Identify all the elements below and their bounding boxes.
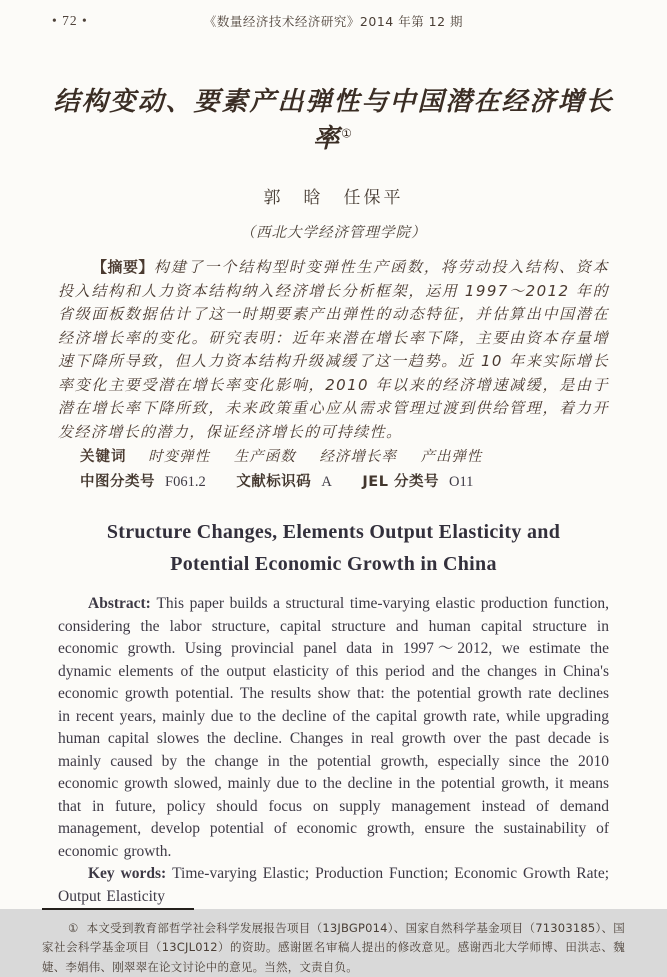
doc-code-label: 文献标识码 [236, 474, 311, 490]
running-head [42, 12, 625, 30]
keywords-cn-row [42, 446, 625, 469]
footnote-body: 本文受到教育部哲学社会科学发展报告项目（13JBGP014）、国家自然科学基金项目（71303185）、国家社会科学基金项目（13CJL012）的资助。感谢匿名审稿人提出的修改意见。感谢西北大学师博、田洪志、魏婕、李娟伟、刚翠翠在论文讨论中的意见。当然，文责自负。 [42, 921, 625, 974]
article-title-en [42, 516, 625, 580]
clc-value: F061.2 [165, 474, 206, 490]
footnote-text [42, 919, 625, 977]
footnote-separator-rule [42, 908, 194, 910]
abstract-en-text: This paper builds a structural time-varying elastic production function, considering the labor structure, capital structure and human capital structure in economic growth. Using provincial panel data in 1997～2012, we estimate the dynamic elements of the output elasticity of this period and the changes in China's economic growth potential. The results show that: the potential growth rate declines in recent years, mainly due to the decline of the capital growth rate, while upgrading human capital slowes the decline. Changes in real growth over the past decade is mainly caused by the change in the potential growth, especially since the 2010 economic growth slowed, mainly due to the decline in the potential growth, it means that in future, policy should focus on supply management instead of demand management, develop potential of economic growth, ensure the sustainability of economic growth. [58, 595, 609, 860]
abstract-en [42, 593, 625, 863]
keyword-cn: 时变弹性 [148, 449, 210, 465]
abstract-cn-text: 构建了一个结构型时变弹性生产函数，将劳动投入结构、资本投入结构和人力资本结构纳入经济增长分析框架，运用 1997～2012 年的省级面板数据估计了这一时期要素产出弹性的动态特征，并估算出中国潜在经济增长率的变化。研究表明：近年来潜在增长率下降，主要由资本存量增速下降所导致，但人力资本结构升级减缓了这一趋势。近 10 年来实际增长率变化主要受潜在增长率变化影响，2010 年以来的经济增速减缓，是由于潜在增长率下降所致，未来政策重心应从需求管理过渡到供给管理，着力开发经济增长的潜力，保证经济增长的可持续性。 [58, 258, 609, 441]
footnote-block [42, 908, 625, 977]
jel-value: O11 [449, 474, 473, 490]
jel-label: JEL 分类号 [362, 474, 439, 490]
classification-row [42, 471, 625, 494]
keywords-en-label: Key words: [88, 865, 166, 882]
doc-code-value: A [321, 474, 331, 490]
keywords-cn-label: 关键词 [80, 449, 127, 465]
title-footnote-mark: ① [341, 126, 354, 140]
article-title-en-line2: Potential Economic Growth in China [170, 553, 497, 575]
abstract-cn-label: 【摘要】 [92, 258, 154, 276]
article-title-en-line1: Structure Changes, Elements Output Elasticity and [107, 521, 560, 543]
page-number: • 72 • [52, 13, 88, 29]
journal-title-header: 《数量经济技术经济研究》2014 年第 12 期 [42, 12, 625, 30]
abstract-cn [42, 256, 625, 444]
keyword-cn: 产出弹性 [420, 449, 482, 465]
article-title-cn [42, 81, 625, 155]
footnote-mark: ① [68, 921, 79, 935]
authors: 郭 晗 任保平 [42, 183, 625, 208]
keywords-en-text: Time-varying Elastic; Production Function; Economic Growth Rate; Output Elasticity [58, 865, 609, 905]
abstract-en-paragraph [58, 593, 609, 863]
clc-label: 中图分类号 [80, 474, 155, 490]
article-title-cn-text: 结构变动、要素产出弹性与中国潜在经济增长率 [53, 87, 613, 154]
abstract-en-label: Abstract: [88, 595, 151, 612]
keyword-cn: 经济增长率 [319, 449, 397, 465]
keyword-cn: 生产函数 [234, 449, 296, 465]
keywords-en [42, 863, 625, 908]
affiliation: （西北大学经济管理学院） [42, 221, 625, 242]
